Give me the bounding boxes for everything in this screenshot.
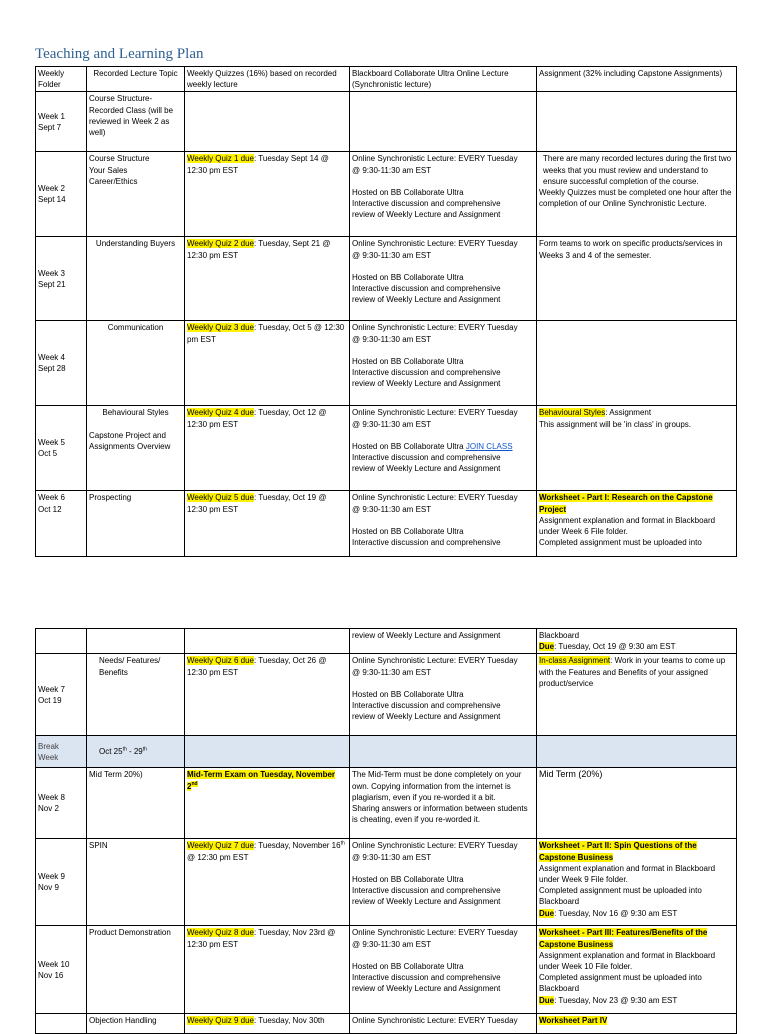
- table-row: [36, 654, 737, 736]
- assignment-cell: [537, 92, 737, 152]
- quiz-due-text: : Tuesday, Oct 12 @ 12:30 pm EST: [187, 408, 327, 429]
- header-weekly-quizzes: Weekly Quizzes (16%) based on recorded weekly lecture: [185, 67, 350, 92]
- assignment-text: Assignment explanation and format in Blackboard under Week 10 File folder.: [539, 950, 716, 972]
- assignment-text: Assignment explanation and format in Blackboard under Week 9 File folder.: [539, 863, 716, 885]
- lecture-line: Online Synchronistic Lecture: EVERY Tuesday: [352, 493, 518, 503]
- topic-cell: Course Structure- Recorded Class (will be reviewed in Week 2 as well): [87, 92, 185, 152]
- assignment-text: Completed assignment must be uploaded into: [539, 538, 702, 548]
- week-date: Sept 7: [38, 122, 62, 132]
- week-label: Week 3: [38, 268, 65, 278]
- lecture-line: review of Weekly Lecture and Assignment: [352, 984, 501, 994]
- assignment-cell: [537, 491, 737, 557]
- table-row: [36, 768, 737, 839]
- header-assignment: Assignment (32% including Capstone Assignments): [537, 67, 737, 92]
- topic-cell: [87, 152, 185, 237]
- week-date: Oct 5: [38, 449, 58, 459]
- lecture-line: Online Synchronistic Lecture: EVERY Tuesday: [352, 154, 518, 164]
- week-date: Sept 21: [38, 279, 66, 289]
- week-cell: [36, 768, 87, 839]
- table-row: [36, 321, 737, 406]
- break-dates: - 29: [126, 747, 143, 757]
- lecture-hosted: Hosted on BB Collaborate Ultra: [352, 356, 464, 366]
- quiz-cell: [185, 321, 350, 406]
- week-cell: [36, 926, 87, 1014]
- week-cell: [36, 491, 87, 557]
- assignment-text: Completed assignment must be uploaded into Blackboard: [539, 973, 702, 994]
- topic-cell: SPIN: [87, 839, 185, 926]
- quiz-cell: [185, 736, 350, 768]
- week-date: Sept 28: [38, 364, 66, 374]
- quiz-cell: [185, 926, 350, 1014]
- week-label: Week 4: [38, 353, 65, 363]
- assignment-cell: Mid Term (20%): [537, 768, 737, 839]
- midterm-rules: The Mid-Term must be done completely on your own. Copying information from the internet is plagiarism, even if you re-worded it a bit.: [352, 770, 522, 802]
- topic-cell: Product Demonstration: [87, 926, 185, 1014]
- due-highlight: Due: [539, 995, 555, 1005]
- lecture-line: Online Synchronistic Lecture: EVERY Tuesday: [352, 928, 518, 938]
- week-date: Nov 9: [38, 883, 59, 893]
- lecture-hosted: Hosted on BB Collaborate Ultra: [352, 441, 464, 451]
- assignment-cell: [537, 629, 737, 654]
- lecture-line: Online Synchronistic Lecture: EVERY Tuesday: [352, 841, 518, 851]
- assignment-highlight: Worksheet - Part I: Research on the Capstone Project: [539, 493, 713, 514]
- quiz-due-text: : Tuesday, Nov 23rd @ 12:30 pm EST: [187, 928, 336, 949]
- week-cell: [36, 237, 87, 321]
- quiz-due-highlight: Weekly Quiz 9 due: [187, 1016, 254, 1026]
- topic-cell: Communication: [87, 321, 185, 406]
- week-label: Week 6: [38, 493, 65, 503]
- lecture-line: Online Synchronistic Lecture: EVERY Tuesday: [352, 239, 518, 249]
- week-cell: [36, 839, 87, 926]
- table-row: [36, 926, 737, 1014]
- table-row: [36, 406, 737, 491]
- assignment-cell: [537, 152, 737, 237]
- header-lecture-topic: Recorded Lecture Topic: [87, 67, 185, 92]
- quiz-cell: [185, 152, 350, 237]
- lecture-line: @ 9:30-11:30 am EST: [352, 852, 432, 862]
- lecture-line: Interactive discussion and comprehensive: [352, 368, 501, 378]
- topic-cell: Prospecting: [87, 491, 185, 557]
- quiz-cell: [185, 92, 350, 152]
- lecture-cell: [350, 92, 537, 152]
- lecture-line: Interactive discussion and comprehensive: [352, 701, 501, 711]
- lecture-line: review of Weekly Lecture and Assignment: [352, 712, 501, 722]
- assignment-text: There are many recorded lectures during the first two weeks that you must review and understand to ensure successful completion of the course.: [543, 154, 732, 186]
- lecture-line: @ 9:30-11:30 am EST: [352, 667, 432, 677]
- week-label: Week 5: [38, 438, 65, 448]
- topic-cell: [87, 406, 185, 491]
- quiz-due-highlight: Weekly Quiz 8 due: [187, 928, 254, 938]
- lecture-hosted: Hosted on BB Collaborate Ultra: [352, 874, 464, 884]
- assignment-highlight: Worksheet Part IV: [539, 1016, 608, 1026]
- assignment-cell: [537, 926, 737, 1014]
- header-online-lecture: Blackboard Collaborate Ultra Online Lecture (Synchronistic lecture): [350, 67, 537, 92]
- join-class-link[interactable]: JOIN CLASS: [465, 441, 513, 451]
- table-row: [36, 152, 737, 237]
- lecture-hosted: Hosted on BB Collaborate Ultra: [352, 961, 464, 971]
- quiz-cell: [185, 654, 350, 736]
- week-cell: [36, 736, 87, 768]
- table-row: [36, 237, 737, 321]
- topic-line: Career/Ethics: [89, 176, 138, 186]
- plan-table-part-2: [35, 628, 737, 1034]
- topic-cell: Mid Term 20%): [87, 768, 185, 839]
- date-suffix: th: [122, 746, 127, 753]
- topic-line: Capstone Project and Assignments Overview: [89, 430, 171, 451]
- lecture-line: Online Synchronistic Lecture: EVERY Tuesday: [352, 323, 518, 333]
- header-weekly-folder: Weekly Folder: [36, 67, 87, 92]
- quiz-cell: [185, 629, 350, 654]
- quiz-due-text: : Tuesday, Oct 19 @ 12:30 pm EST: [187, 493, 327, 514]
- lecture-cell: [350, 654, 537, 736]
- lecture-cell: [350, 926, 537, 1014]
- week-cell: [36, 406, 87, 491]
- due-highlight: Due: [539, 642, 555, 652]
- quiz-due-text: : Tuesday, Oct 26 @ 12:30 pm EST: [187, 656, 327, 677]
- lecture-line: Interactive discussion and comprehensive: [352, 886, 501, 896]
- week-date: Sept 14: [38, 195, 66, 205]
- lecture-line: @ 9:30-11:30 am EST: [352, 419, 432, 429]
- lecture-hosted: Hosted on BB Collaborate Ultra: [352, 272, 464, 282]
- week-label: Week 7: [38, 684, 65, 694]
- quiz-cell: [185, 406, 350, 491]
- topic-line: Course Structure: [89, 154, 150, 164]
- week-cell: [36, 152, 87, 237]
- due-text: : Tuesday, Nov 16 @ 9:30 am EST: [554, 908, 678, 918]
- week-label: Week 8: [38, 793, 65, 803]
- topic-cell: [87, 736, 185, 768]
- assignment-cell: [537, 321, 737, 406]
- due-highlight: Due: [539, 908, 555, 918]
- lecture-line: review of Weekly Lecture and Assignment: [352, 897, 501, 907]
- lecture-cell: [350, 736, 537, 768]
- topic-cell: Needs/ Features/ Benefits: [87, 654, 185, 736]
- lecture-hosted: Hosted on BB Collaborate Ultra: [352, 526, 464, 536]
- quiz-due-highlight: Weekly Quiz 2 due: [187, 239, 254, 249]
- lecture-hosted: Hosted on BB Collaborate Ultra: [352, 689, 464, 699]
- lecture-cell: [350, 321, 537, 406]
- lecture-line: Interactive discussion and comprehensive: [352, 284, 501, 294]
- table-row: [36, 629, 737, 654]
- quiz-cell: [185, 768, 350, 839]
- assignment-cell: [537, 654, 737, 736]
- lecture-line: Interactive discussion and comprehensive: [352, 199, 501, 209]
- lecture-cell: [350, 237, 537, 321]
- quiz-due-text: @ 12:30 pm EST: [187, 852, 249, 862]
- topic-cell: Objection Handling: [87, 1014, 185, 1034]
- lecture-line: Interactive discussion and comprehensive: [352, 538, 501, 548]
- week-cell: [36, 92, 87, 152]
- week-date: Oct 12: [38, 504, 62, 514]
- quiz-cell: [185, 237, 350, 321]
- lecture-line: @ 9:30-11:30 am EST: [352, 939, 432, 949]
- quiz-due-text: : Tuesday, Nov 30th: [254, 1016, 325, 1026]
- assignment-highlight: Worksheet - Part II: Spin Questions of the Capstone Business: [539, 841, 697, 862]
- assignment-highlight: Behavioural Styles: [539, 408, 606, 418]
- quiz-cell: [185, 839, 350, 926]
- week-label: Week 9: [38, 872, 65, 882]
- quiz-due-highlight: Weekly Quiz 1 due: [187, 154, 254, 164]
- lecture-line: review of Weekly Lecture and Assignment: [352, 210, 501, 220]
- assignment-cell: Form teams to work on specific products/services in Weeks 3 and 4 of the semester.: [537, 237, 737, 321]
- lecture-line: review of Weekly Lecture and Assignment: [352, 379, 501, 389]
- lecture-cell: [350, 152, 537, 237]
- plan-table-part-1: [35, 66, 737, 557]
- lecture-cell: [350, 839, 537, 926]
- quiz-due-highlight: Weekly Quiz 3 due: [187, 323, 254, 333]
- lecture-line: @ 9:30-11:30 am EST: [352, 334, 432, 344]
- lecture-line: review of Weekly Lecture and Assignment: [352, 464, 501, 474]
- due-text: : Tuesday, Nov 23 @ 9:30 am EST: [554, 995, 678, 1005]
- date-suffix: th: [142, 746, 147, 753]
- lecture-line: @ 9:30-11:30 am EST: [352, 504, 432, 514]
- topic-line: Behavioural Styles: [102, 408, 169, 418]
- assignment-text: Weekly Quizzes must be completed one hour after the completion of our Online Synchronistic Lecture.: [539, 188, 732, 209]
- quiz-due-text: : Tuesday, Sept 21 @ 12:30 pm EST: [187, 239, 331, 260]
- quiz-cell: [185, 491, 350, 557]
- week-label: Week 10: [38, 959, 70, 969]
- assignment-text: Completed assignment must be uploaded into Blackboard: [539, 886, 702, 907]
- due-text: : Tuesday, Oct 19 @ 9:30 am EST: [554, 642, 676, 652]
- week-date: Nov 16: [38, 970, 64, 980]
- assignment-text: Assignment explanation and format in Blackboard under Week 6 File folder.: [539, 515, 716, 537]
- lecture-line: @ 9:30-11:30 am EST: [352, 165, 432, 175]
- assignment-cell: [537, 736, 737, 768]
- assignment-cell: [537, 839, 737, 926]
- quiz-due-highlight: Weekly Quiz 5 due: [187, 493, 254, 503]
- lecture-cell: [350, 406, 537, 491]
- quiz-due-highlight: Weekly Quiz 4 due: [187, 408, 254, 418]
- lecture-line: Online Synchronistic Lecture: EVERY Tuesday: [352, 656, 518, 666]
- lecture-line: review of Weekly Lecture and Assignment: [352, 631, 501, 640]
- date-suffix: th: [340, 840, 345, 847]
- quiz-due-highlight: Weekly Quiz 6 due: [187, 656, 254, 666]
- week-cell: [36, 629, 87, 654]
- week-label: Week 2: [38, 184, 65, 194]
- lecture-cell: [350, 629, 537, 654]
- topic-line: Your Sales: [89, 165, 128, 175]
- page-title: Teaching and Learning Plan: [35, 46, 204, 62]
- week-date: Oct 19: [38, 695, 62, 705]
- table-row: [36, 92, 737, 152]
- break-dates: Oct 25: [99, 747, 123, 757]
- midterm-highlight: Mid-Term Exam on Tuesday, November 2: [187, 770, 336, 791]
- assignment-text: : Assignment: [605, 408, 652, 418]
- lecture-hosted: Hosted on BB Collaborate Ultra: [352, 187, 464, 197]
- assignment-text: This assignment will be 'in class' in groups.: [539, 419, 692, 429]
- lecture-cell: [350, 768, 537, 839]
- quiz-due-text: : Tuesday Sept 14 @ 12:30 pm EST: [187, 154, 329, 175]
- week-cell: [36, 654, 87, 736]
- break-row: [36, 736, 737, 768]
- week-date: Nov 2: [38, 804, 59, 814]
- header-row: [36, 67, 737, 92]
- table-row: [36, 491, 737, 557]
- lecture-line: Online Synchronistic Lecture: EVERY Tuesday: [352, 408, 518, 418]
- week-label: Break: [38, 741, 59, 751]
- assignment-cell: [537, 406, 737, 491]
- topic-cell: Understanding Buyers: [87, 237, 185, 321]
- week-cell: [36, 321, 87, 406]
- week-date: Week: [38, 752, 59, 762]
- table-row: [36, 839, 737, 926]
- quiz-due-text: : Tuesday, November 16: [254, 841, 341, 851]
- midterm-rules: Sharing answers or information between students is cheating, even if you re-worded it.: [352, 804, 528, 825]
- week-label: Week 1: [38, 111, 65, 121]
- lecture-line: @ 9:30-11:30 am EST: [352, 250, 432, 260]
- quiz-due-highlight: Weekly Quiz 7 due: [187, 841, 254, 851]
- assignment-highlight: Worksheet - Part III: Features/Benefits of the Capstone Business: [539, 928, 708, 949]
- lecture-line: Interactive discussion and comprehensive: [352, 453, 501, 463]
- date-suffix: nd: [191, 780, 198, 787]
- lecture-line: review of Weekly Lecture and Assignment: [352, 295, 501, 305]
- assignment-text: Blackboard: [539, 631, 580, 640]
- assignment-text: : Work in your teams to come up with the Features and Benefits of your assigned product/service: [539, 656, 726, 688]
- lecture-line: Interactive discussion and comprehensive: [352, 973, 501, 983]
- lecture-cell: Online Synchronistic Lecture: EVERY Tuesday: [350, 1014, 537, 1034]
- assignment-highlight: In-class Assignment: [539, 656, 611, 666]
- topic-cell: [87, 629, 185, 654]
- lecture-cell: [350, 491, 537, 557]
- quiz-due-text: : Tuesday, Oct 5 @ 12:30 pm EST: [187, 323, 345, 344]
